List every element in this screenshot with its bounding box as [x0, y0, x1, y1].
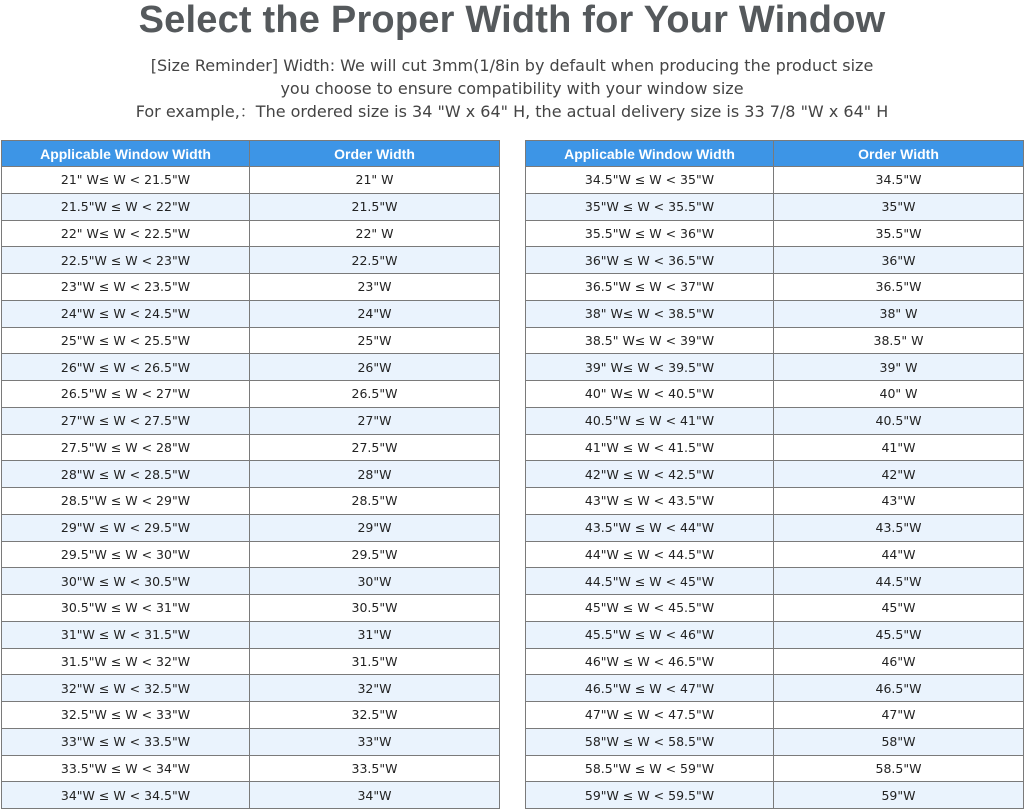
table-row [526, 514, 1024, 541]
applicable-width-cell: 25"W ≤ W < 25.5"W [2, 327, 250, 354]
applicable-width-cell: 31.5"W ≤ W < 32"W [2, 648, 250, 675]
order-width-cell: 40.5"W [774, 407, 1024, 434]
page-title: Select the Proper Width for Your Window [138, 0, 886, 41]
table-row [526, 621, 1024, 648]
applicable-width-cell: 21.5"W ≤ W < 22"W [2, 193, 250, 220]
applicable-width-cell: 58"W ≤ W < 58.5"W [526, 728, 774, 755]
order-width-cell: 41"W [774, 434, 1024, 461]
header-order-width: Order Width [774, 141, 1024, 167]
table-row [2, 220, 500, 247]
applicable-width-cell: 43"W ≤ W < 43.5"W [526, 488, 774, 515]
table-row [2, 274, 500, 301]
table-row [526, 327, 1024, 354]
reminder-line-2: you choose to ensure compatibility with your window size [280, 79, 744, 98]
order-width-cell: 28.5"W [250, 488, 500, 515]
table-row [2, 675, 500, 702]
table-row [526, 381, 1024, 408]
table-row [2, 568, 500, 595]
order-width-cell: 46.5"W [774, 675, 1024, 702]
order-width-cell: 30.5"W [250, 595, 500, 622]
order-width-cell: 34.5"W [774, 167, 1024, 194]
order-width-cell: 42"W [774, 461, 1024, 488]
table-row [2, 167, 500, 194]
applicable-width-cell: 34.5"W ≤ W < 35"W [526, 167, 774, 194]
order-width-cell: 46"W [774, 648, 1024, 675]
applicable-width-cell: 40.5"W ≤ W < 41"W [526, 407, 774, 434]
table-row [526, 675, 1024, 702]
applicable-width-cell: 40" W≤ W < 40.5"W [526, 381, 774, 408]
table-row [526, 461, 1024, 488]
header-applicable-window-width: Applicable Window Width [2, 141, 250, 167]
table-row [2, 381, 500, 408]
order-width-cell: 36"W [774, 247, 1024, 274]
table-row [2, 728, 500, 755]
table-row [2, 327, 500, 354]
order-width-cell: 24"W [250, 300, 500, 327]
table-row [526, 220, 1024, 247]
table-row [526, 354, 1024, 381]
applicable-width-cell: 43.5"W ≤ W < 44"W [526, 514, 774, 541]
applicable-width-cell: 29.5"W ≤ W < 30"W [2, 541, 250, 568]
applicable-width-cell: 46.5"W ≤ W < 47"W [526, 675, 774, 702]
order-width-cell: 23"W [250, 274, 500, 301]
order-width-cell: 58"W [774, 728, 1024, 755]
order-width-cell: 44"W [774, 541, 1024, 568]
table-row [526, 702, 1024, 729]
applicable-width-cell: 41"W ≤ W < 41.5"W [526, 434, 774, 461]
applicable-width-cell: 59"W ≤ W < 59.5"W [526, 782, 774, 809]
applicable-width-cell: 44.5"W ≤ W < 45"W [526, 568, 774, 595]
table-row [526, 407, 1024, 434]
table-row [2, 514, 500, 541]
table-row [2, 541, 500, 568]
table-row [526, 782, 1024, 809]
order-width-cell: 59"W [774, 782, 1024, 809]
applicable-width-cell: 22" W≤ W < 22.5"W [2, 220, 250, 247]
applicable-width-cell: 32"W ≤ W < 32.5"W [2, 675, 250, 702]
table-row [2, 755, 500, 782]
order-width-cell: 26.5"W [250, 381, 500, 408]
order-width-cell: 32.5"W [250, 702, 500, 729]
order-width-cell: 40" W [774, 381, 1024, 408]
table-row [2, 300, 500, 327]
order-width-cell: 29"W [250, 514, 500, 541]
applicable-width-cell: 34"W ≤ W < 34.5"W [2, 782, 250, 809]
applicable-width-cell: 24"W ≤ W < 24.5"W [2, 300, 250, 327]
applicable-width-cell: 22.5"W ≤ W < 23"W [2, 247, 250, 274]
order-width-cell: 38" W [774, 300, 1024, 327]
example-line: For example,：The ordered size is 34 "W x 64" H, the actual delivery size is 33 7/8 "W x 64" H [135, 102, 889, 121]
applicable-width-cell: 47"W ≤ W < 47.5"W [526, 702, 774, 729]
order-width-cell: 33.5"W [250, 755, 500, 782]
size-reminder [0, 54, 1024, 123]
order-width-cell: 36.5"W [774, 274, 1024, 301]
table-row [2, 595, 500, 622]
order-width-cell: 43.5"W [774, 514, 1024, 541]
order-width-cell: 21" W [250, 167, 500, 194]
order-width-cell: 45.5"W [774, 621, 1024, 648]
order-width-cell: 38.5" W [774, 327, 1024, 354]
applicable-width-cell: 42"W ≤ W < 42.5"W [526, 461, 774, 488]
table-row [2, 488, 500, 515]
width-table-right [525, 140, 1024, 809]
applicable-width-cell: 26.5"W ≤ W < 27"W [2, 381, 250, 408]
applicable-width-cell: 36"W ≤ W < 36.5"W [526, 247, 774, 274]
order-width-cell: 33"W [250, 728, 500, 755]
applicable-width-cell: 38" W≤ W < 38.5"W [526, 300, 774, 327]
table-row [526, 595, 1024, 622]
order-width-cell: 34"W [250, 782, 500, 809]
order-width-cell: 22.5"W [250, 247, 500, 274]
applicable-width-cell: 27"W ≤ W < 27.5"W [2, 407, 250, 434]
applicable-width-cell: 31"W ≤ W < 31.5"W [2, 621, 250, 648]
table-row [2, 702, 500, 729]
applicable-width-cell: 32.5"W ≤ W < 33"W [2, 702, 250, 729]
applicable-width-cell: 21" W≤ W < 21.5"W [2, 167, 250, 194]
applicable-width-cell: 35.5"W ≤ W < 36"W [526, 220, 774, 247]
order-width-cell: 22" W [250, 220, 500, 247]
applicable-width-cell: 33"W ≤ W < 33.5"W [2, 728, 250, 755]
table-row [526, 755, 1024, 782]
table-row [526, 648, 1024, 675]
table-row [2, 621, 500, 648]
applicable-width-cell: 36.5"W ≤ W < 37"W [526, 274, 774, 301]
table-row [526, 541, 1024, 568]
table-row [2, 193, 500, 220]
order-width-cell: 21.5"W [250, 193, 500, 220]
applicable-width-cell: 44"W ≤ W < 44.5"W [526, 541, 774, 568]
order-width-cell: 39" W [774, 354, 1024, 381]
applicable-width-cell: 30"W ≤ W < 30.5"W [2, 568, 250, 595]
table-row [526, 193, 1024, 220]
applicable-width-cell: 39" W≤ W < 39.5"W [526, 354, 774, 381]
order-width-cell: 26"W [250, 354, 500, 381]
table-header-row [2, 141, 500, 167]
applicable-width-cell: 30.5"W ≤ W < 31"W [2, 595, 250, 622]
table-row [2, 648, 500, 675]
table-row [2, 247, 500, 274]
applicable-width-cell: 46"W ≤ W < 46.5"W [526, 648, 774, 675]
table-row [526, 247, 1024, 274]
order-width-cell: 31.5"W [250, 648, 500, 675]
applicable-width-cell: 28"W ≤ W < 28.5"W [2, 461, 250, 488]
order-width-cell: 27"W [250, 407, 500, 434]
applicable-width-cell: 26"W ≤ W < 26.5"W [2, 354, 250, 381]
table-header-row [526, 141, 1024, 167]
applicable-width-cell: 45.5"W ≤ W < 46"W [526, 621, 774, 648]
table-row [526, 728, 1024, 755]
width-table-left [1, 140, 500, 809]
table-row [526, 434, 1024, 461]
applicable-width-cell: 58.5"W ≤ W < 59"W [526, 755, 774, 782]
table-row [2, 434, 500, 461]
order-width-cell: 30"W [250, 568, 500, 595]
order-width-cell: 35"W [774, 193, 1024, 220]
table-row [526, 488, 1024, 515]
table-row [526, 568, 1024, 595]
table-row [526, 274, 1024, 301]
order-width-cell: 31"W [250, 621, 500, 648]
table-row [2, 461, 500, 488]
order-width-cell: 43"W [774, 488, 1024, 515]
applicable-width-cell: 38.5" W≤ W < 39"W [526, 327, 774, 354]
table-row [526, 167, 1024, 194]
reminder-line-1: [Size Reminder] Width: We will cut 3mm(1/8in by default when producing the product size [150, 56, 874, 75]
applicable-width-cell: 28.5"W ≤ W < 29"W [2, 488, 250, 515]
applicable-width-cell: 45"W ≤ W < 45.5"W [526, 595, 774, 622]
order-width-cell: 35.5"W [774, 220, 1024, 247]
table-row [2, 782, 500, 809]
order-width-cell: 27.5"W [250, 434, 500, 461]
order-width-cell: 45"W [774, 595, 1024, 622]
order-width-cell: 28"W [250, 461, 500, 488]
order-width-cell: 47"W [774, 702, 1024, 729]
header-applicable-window-width: Applicable Window Width [526, 141, 774, 167]
order-width-cell: 58.5"W [774, 755, 1024, 782]
order-width-cell: 44.5"W [774, 568, 1024, 595]
order-width-cell: 25"W [250, 327, 500, 354]
applicable-width-cell: 23"W ≤ W < 23.5"W [2, 274, 250, 301]
table-row [2, 407, 500, 434]
order-width-cell: 29.5"W [250, 541, 500, 568]
applicable-width-cell: 27.5"W ≤ W < 28"W [2, 434, 250, 461]
table-row [2, 354, 500, 381]
order-width-cell: 32"W [250, 675, 500, 702]
table-row [526, 300, 1024, 327]
header-order-width: Order Width [250, 141, 500, 167]
applicable-width-cell: 35"W ≤ W < 35.5"W [526, 193, 774, 220]
applicable-width-cell: 29"W ≤ W < 29.5"W [2, 514, 250, 541]
applicable-width-cell: 33.5"W ≤ W < 34"W [2, 755, 250, 782]
